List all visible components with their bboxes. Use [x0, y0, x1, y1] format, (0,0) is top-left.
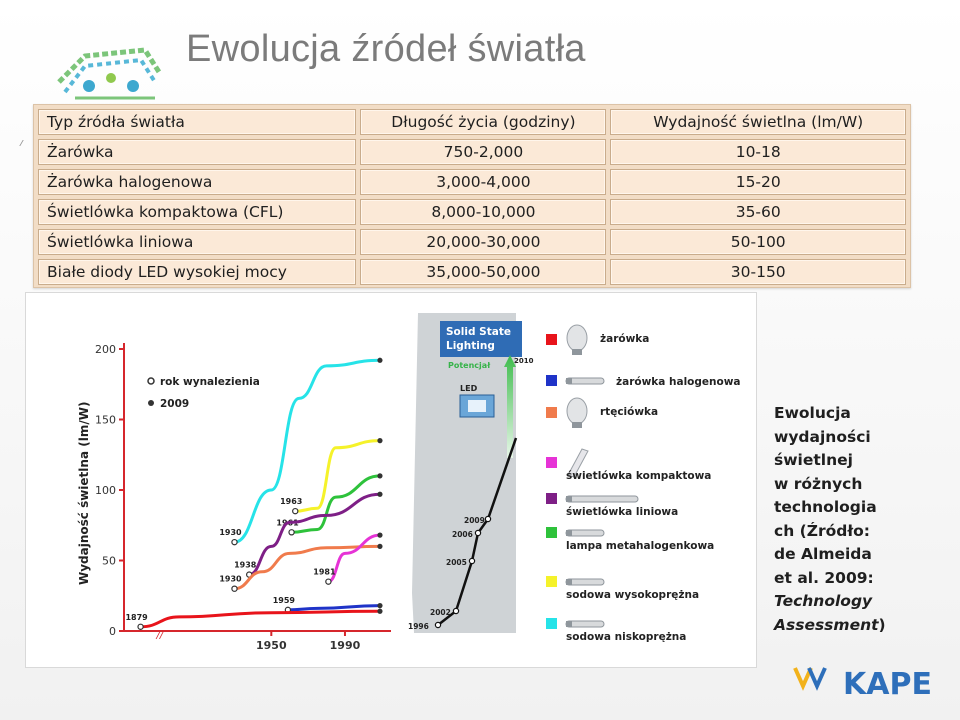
table-cell: Białe diody LED wysokiej mocy — [38, 259, 356, 285]
table-cell: 750-2,000 — [360, 139, 606, 165]
ssl-title-line2: Lighting — [446, 340, 495, 352]
potential-label: Potencjał — [448, 361, 491, 370]
table-cell: 50-100 — [610, 229, 906, 255]
y-tick-label: 0 — [109, 625, 116, 638]
invention-year-label: 1959 — [272, 595, 296, 605]
light-source-table-panel — [33, 104, 911, 288]
lamp-legend-label: świetlówka kompaktowa — [566, 470, 712, 482]
table-header-row — [38, 109, 906, 135]
led-point — [485, 516, 490, 521]
led-point — [453, 608, 458, 613]
lamp-color-swatch — [546, 407, 557, 418]
y-axis-label: Wydajność świetlna (lm/W) — [77, 401, 91, 585]
lamp-color-swatch — [546, 576, 557, 587]
led-year-label: 1996 — [408, 622, 429, 631]
lamp-legend-label: sodowa niskoprężna — [566, 631, 687, 643]
caption-italic: Assessment — [774, 615, 879, 634]
caption-line: et al. 2009: — [774, 568, 874, 587]
caption-line: technologia — [774, 498, 877, 516]
lamp-legend — [546, 325, 741, 643]
invention-year-label: 1879 — [125, 612, 148, 622]
year-2009-marker — [377, 533, 382, 538]
table-header-cell: Typ źródła światła — [38, 109, 356, 135]
bulb-base-icon — [572, 349, 582, 355]
year-2009-marker — [377, 438, 382, 443]
table-cell: 30-150 — [610, 259, 906, 285]
tube-lamp-cap-icon — [566, 579, 572, 585]
table-cell: 20,000-30,000 — [360, 229, 606, 255]
bulb-icon — [567, 398, 587, 424]
tube-lamp-cap-icon — [566, 530, 572, 536]
lamp-legend-label: lampa metahalogenkowa — [566, 540, 715, 552]
invention-marker — [326, 579, 331, 584]
lamp-legend-label: żarówka — [600, 333, 650, 345]
lamp-legend-label: świetlówka liniowa — [566, 506, 679, 518]
caption-line: ch (Źródło: — [774, 521, 870, 540]
caption-line: wydajności — [774, 427, 871, 446]
led-chip-core — [468, 400, 486, 412]
axis-break-mark: // — [156, 630, 164, 641]
invention-marker — [232, 540, 237, 545]
caption-line: świetlnej — [774, 451, 853, 469]
y-tick-label: 50 — [102, 554, 116, 568]
table-cell: 3,000-4,000 — [360, 169, 606, 195]
table-cell: 35-60 — [610, 199, 906, 225]
table-cell: 8,000-10,000 — [360, 199, 606, 225]
year-2009-marker — [377, 473, 382, 478]
lamp-color-swatch — [546, 334, 557, 345]
year-2009-marker — [377, 358, 382, 363]
legend-filled-marker — [148, 400, 154, 406]
tube-lamp-cap-icon — [566, 621, 572, 627]
bulb-base-icon — [572, 422, 582, 428]
invention-marker — [138, 624, 143, 629]
table-header-cell: Długość życia (godziny) — [360, 109, 606, 135]
chart-background — [66, 309, 396, 655]
lamp-legend-label: sodowa wysokoprężna — [566, 589, 700, 601]
tube-lamp-icon — [566, 496, 638, 502]
table-cell: Żarówka — [38, 139, 356, 165]
efficacy-figure — [26, 293, 756, 667]
year-2009-marker — [377, 609, 382, 614]
legend-label: 2009 — [160, 398, 190, 410]
invention-year-label: 1961 — [276, 518, 299, 528]
invention-marker — [293, 509, 298, 514]
invention-year-label: 1963 — [280, 497, 303, 507]
invention-year-label: 1930 — [219, 528, 242, 538]
lamp-color-swatch — [546, 493, 557, 504]
table-row — [38, 169, 906, 195]
led-year-label: 2010 — [514, 357, 534, 365]
table-cell: 15-20 — [610, 169, 906, 195]
year-2009-marker — [377, 544, 382, 549]
x-tick-label: 1990 — [329, 639, 361, 652]
x-tick-label: 1950 — [255, 639, 287, 652]
table-row — [38, 229, 906, 255]
lamp-color-swatch — [546, 527, 557, 538]
table-header-cell: Wydajność świetlna (lm/W) — [610, 109, 906, 135]
table-cell: Żarówka halogenowa — [38, 169, 356, 195]
tube-lamp-cap-icon — [566, 496, 572, 502]
slide-title: Ewolucja źródeł światła — [186, 28, 586, 70]
caption-line: w różnych — [774, 474, 863, 493]
invention-marker — [232, 586, 237, 591]
table-row — [38, 199, 906, 225]
y-tick-label: 150 — [95, 413, 116, 427]
lamp-color-swatch — [546, 375, 557, 386]
invention-year-label: 1930 — [219, 574, 242, 584]
year-2009-marker — [377, 603, 382, 608]
ssl-title-line1: Solid State — [446, 326, 511, 338]
kape-logo-text: KAPE — [843, 667, 932, 700]
led-year-label: 2009 — [464, 516, 485, 525]
efficacy-figure-panel — [25, 292, 757, 668]
table-row — [38, 139, 906, 165]
led-point — [475, 530, 480, 535]
led-point — [435, 622, 440, 627]
invention-marker — [289, 530, 294, 535]
y-tick-label: 200 — [95, 343, 116, 356]
led-year-label: 2006 — [452, 530, 473, 539]
caption-close: ) — [878, 615, 886, 634]
invention-year-label: 1938 — [234, 560, 257, 570]
caption-line: Ewolucja — [774, 404, 851, 422]
lamp-legend-label: żarówka halogenowa — [616, 376, 741, 388]
led-point — [469, 558, 474, 563]
figure-caption — [774, 402, 944, 637]
legend-open-marker — [148, 378, 154, 384]
lamp-color-swatch — [546, 457, 557, 468]
caption-line-last — [774, 614, 944, 638]
led-year-label: 2002 — [430, 608, 451, 617]
lamp-color-swatch — [546, 618, 557, 629]
legend-label: rok wynalezienia — [160, 376, 260, 388]
light-source-table — [34, 105, 910, 289]
bulb-icon — [567, 325, 587, 351]
caption-line: de Almeida — [774, 545, 872, 563]
led-year-label: 2005 — [446, 558, 467, 567]
building-logo-icon — [55, 42, 165, 100]
table-cell: 10-18 — [610, 139, 906, 165]
year-2009-marker — [377, 492, 382, 497]
tube-lamp-cap-icon — [566, 378, 572, 384]
kape-logo — [793, 664, 933, 700]
caption-line-italic: Technology — [774, 592, 873, 610]
table-row — [38, 259, 906, 285]
table-cell: 35,000-50,000 — [360, 259, 606, 285]
led-label: LED — [460, 384, 478, 393]
invention-year-label: 1981 — [313, 567, 336, 577]
y-tick-label: 100 — [95, 484, 116, 497]
decorative-tick — [19, 140, 27, 146]
table-cell: Świetlówka kompaktowa (CFL) — [38, 199, 356, 225]
table-cell: Świetlówka liniowa — [38, 229, 356, 255]
lamp-legend-label: rtęciówka — [600, 406, 659, 418]
